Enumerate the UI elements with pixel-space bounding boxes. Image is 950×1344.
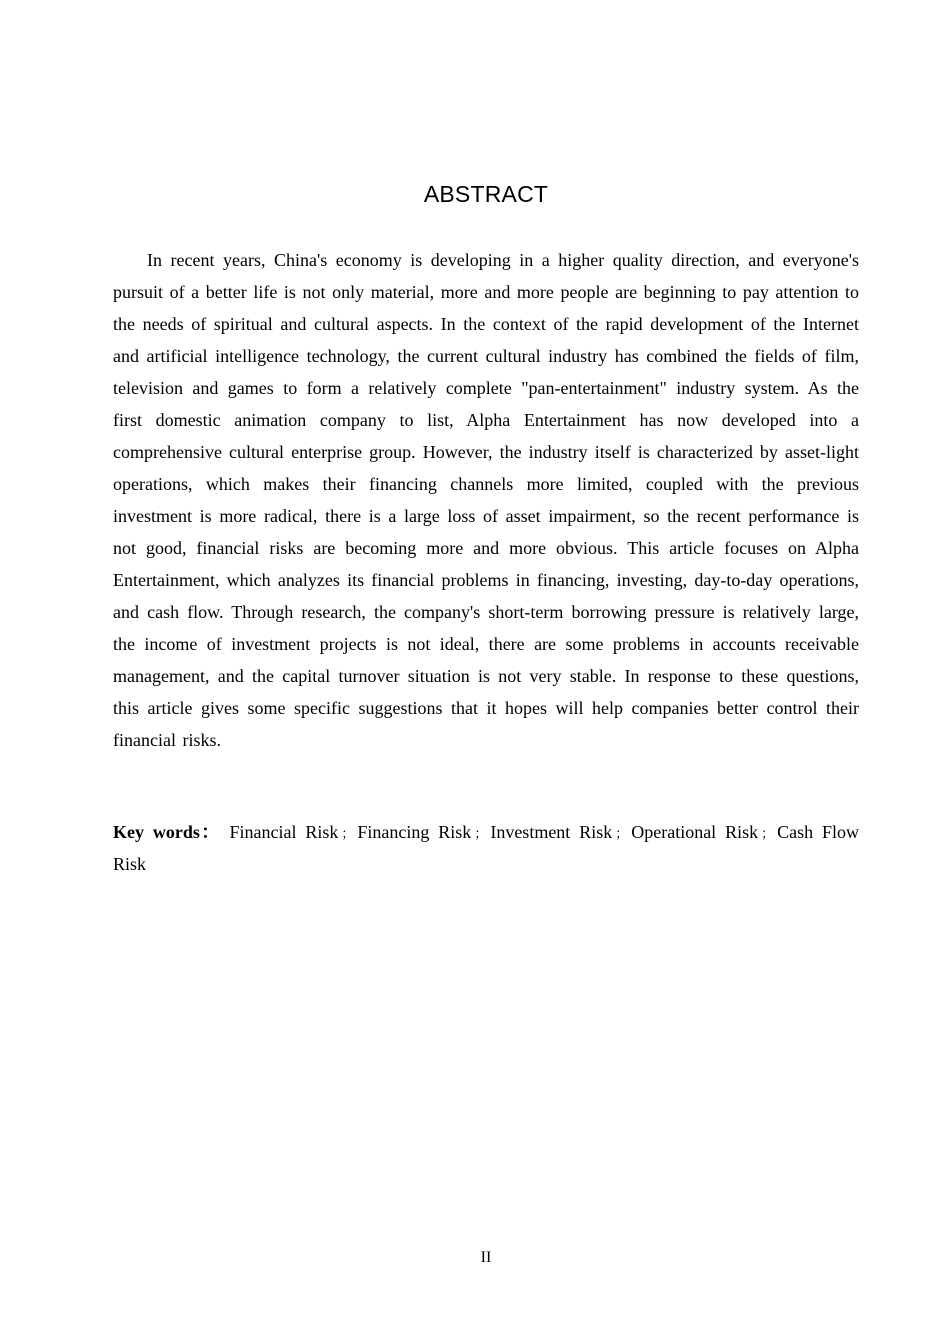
abstract-body: In recent years, China's economy is developing in a higher quality direction, and everyone's pursuit of a better life is not only material, more and more people are beginning to pay attention to the needs of spiritual and cultural aspects. In the context of the rapid development of the Internet and artificial intelligence technology, the current cultural industry has combined the fields of film, television and games to form a relatively complete "pan-entertainment" industry system. As the first domestic animation company to list, Alpha Entertainment has now developed into a comprehensive cultural enterprise group. However, the industry itself is characterized by asset-light operations, which makes their financing channels more limited, coupled with the previous investment is more radical, there is a large loss of asset impairment, so the recent performance is not good, financial risks are becoming more and more obvious. This article focuses on Alpha Entertainment, which analyzes its financial problems in financing, investing, day-to-day operations, and cash flow. Through research, the company's short-term borrowing pressure is relatively large, the income of investment projects is not ideal, there are some problems in accounts receivable management, and the capital turnover situation is not very stable. In response to these questions, this article gives some specific suggestions that it hopes will help companies better control their financial risks. — [113, 250, 859, 750]
keyword-separator: ； — [341, 826, 355, 841]
keyword-separator: ； — [474, 826, 488, 841]
keyword-item: Investment Risk — [490, 822, 613, 842]
page-number: II — [480, 1249, 492, 1266]
keyword-item: Cash Flow Risk — [113, 822, 859, 874]
keywords-label: Key words： — [113, 822, 221, 842]
keyword-separator: ； — [761, 826, 775, 841]
keyword-item: Financial Risk — [229, 822, 339, 842]
keywords-line — [113, 817, 859, 880]
abstract-title: ABSTRACT — [423, 181, 549, 207]
keyword-item: Operational Risk — [631, 822, 759, 842]
keyword-separator: ； — [615, 826, 629, 841]
keyword-item: Financing Risk — [357, 822, 472, 842]
